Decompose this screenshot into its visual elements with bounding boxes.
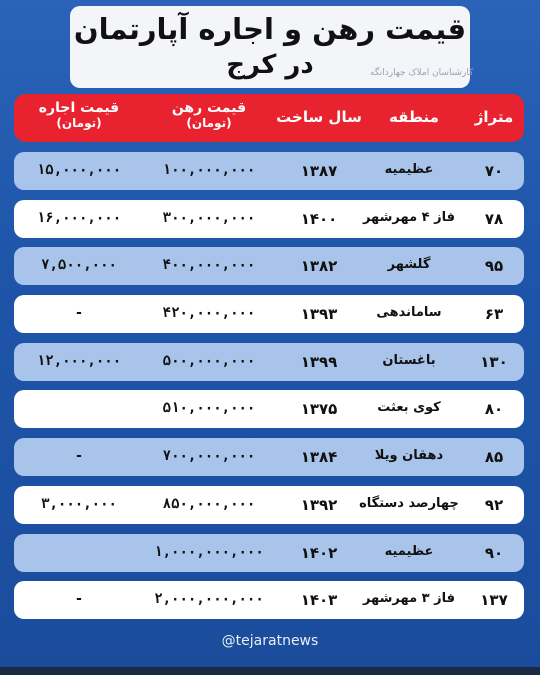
cell-year: ۱۳۹۹ xyxy=(300,352,338,371)
cell-area: ۱۳۰ xyxy=(480,352,508,371)
cell-area: ۹۲ xyxy=(484,495,504,514)
cell-year: ۱۴۰۲ xyxy=(300,543,338,562)
table-row xyxy=(14,486,524,524)
table-row xyxy=(14,247,524,285)
cell-area: ۹۵ xyxy=(484,257,504,276)
header-rent xyxy=(14,100,144,130)
cell-mortgage: ۴۰۰,۰۰۰,۰۰۰ xyxy=(162,257,256,274)
cell-region: کوی بعثت xyxy=(377,400,441,416)
cell-rent: ۱۵,۰۰۰,۰۰۰ xyxy=(36,162,122,178)
cell-area: ۸۵ xyxy=(484,448,504,467)
cell-region: عظیمیه xyxy=(384,543,434,559)
cell-region: عظیمیه xyxy=(384,162,434,177)
header-mortgage xyxy=(144,100,274,130)
table-header xyxy=(14,94,524,142)
cell-year: ۱۳۷۵ xyxy=(300,400,338,419)
cell-mortgage: ۱۰۰,۰۰۰,۰۰۰ xyxy=(162,162,256,178)
cell-region: فاز ۳ مهرشهر xyxy=(362,591,456,607)
cell-region: ساماندهی xyxy=(376,305,442,321)
cell-area: ۷۰ xyxy=(484,162,504,180)
cell-year: ۱۳۹۳ xyxy=(300,305,338,324)
table-row xyxy=(14,343,524,381)
cell-mortgage: ۸۵۰,۰۰۰,۰۰۰ xyxy=(162,495,256,512)
table-row xyxy=(14,534,524,572)
cell-year: ۱۳۸۲ xyxy=(300,257,338,276)
cell-year: ۱۳۸۴ xyxy=(300,448,338,467)
cell-rent: ۱۶,۰۰۰,۰۰۰ xyxy=(36,209,122,226)
cell-region: چهارصد دستگاه xyxy=(359,495,459,511)
cell-mortgage: ۷۰۰,۰۰۰,۰۰۰ xyxy=(162,448,256,465)
cell-rent: - xyxy=(74,305,84,322)
cell-mortgage: ۲,۰۰۰,۰۰۰,۰۰۰ xyxy=(154,591,264,608)
table-row xyxy=(14,200,524,238)
cell-region: باغستان xyxy=(382,352,436,368)
header-region: منطقه xyxy=(389,108,439,126)
cell-rent: ۷,۵۰۰,۰۰۰ xyxy=(41,257,117,274)
footer-handle: @tejaratnews xyxy=(221,633,319,649)
cell-year: ۱۴۰۰ xyxy=(300,209,338,228)
table-row xyxy=(14,152,524,190)
cell-mortgage: ۱,۰۰۰,۰۰۰,۰۰۰ xyxy=(154,543,264,560)
header-rent-label: قیمت اجاره xyxy=(38,100,120,116)
cell-area: ۶۳ xyxy=(484,305,504,324)
cell-mortgage: ۴۲۰,۰۰۰,۰۰۰ xyxy=(162,305,256,322)
watermark-text: کارشناسان املاک جهاردانگه xyxy=(370,68,474,78)
cell-region: گلشهر xyxy=(387,257,431,273)
cell-year: ۱۴۰۳ xyxy=(300,591,338,610)
header-rent-unit: (تومان) xyxy=(56,116,102,130)
cell-region: فاز ۴ مهرشهر xyxy=(362,209,456,225)
cell-area: ۷۸ xyxy=(484,209,504,228)
table-row xyxy=(14,295,524,333)
table-body xyxy=(14,152,524,629)
table-row xyxy=(14,390,524,428)
table-row xyxy=(14,438,524,476)
cell-mortgage: ۳۰۰,۰۰۰,۰۰۰ xyxy=(162,209,256,226)
cell-rent: - xyxy=(74,448,84,465)
cell-region: دهقان ویلا xyxy=(374,448,444,464)
cell-rent: ۱۲,۰۰۰,۰۰۰ xyxy=(36,352,122,369)
title-card xyxy=(70,6,474,88)
header-year: سال ساخت xyxy=(276,108,362,126)
cell-area: ۹۰ xyxy=(484,543,504,562)
cell-year: ۱۳۹۲ xyxy=(300,495,338,514)
cell-rent: ۳,۰۰۰,۰۰۰ xyxy=(41,495,117,512)
page-subtitle: در کرج xyxy=(226,50,314,80)
header-area: متراژ xyxy=(474,108,514,126)
cell-mortgage: ۵۱۰,۰۰۰,۰۰۰ xyxy=(162,400,256,417)
cell-mortgage: ۵۰۰,۰۰۰,۰۰۰ xyxy=(162,352,256,369)
header-mortgage-label: قیمت رهن xyxy=(171,100,247,116)
table-row xyxy=(14,581,524,619)
bottom-strip xyxy=(0,667,540,675)
page-title: قیمت رهن و اجاره آپارتمان xyxy=(73,12,467,46)
cell-area: ۸۰ xyxy=(484,400,504,419)
cell-area: ۱۳۷ xyxy=(480,591,508,610)
cell-year: ۱۳۸۷ xyxy=(300,162,338,180)
header-mortgage-unit: (تومان) xyxy=(186,116,232,130)
cell-rent: - xyxy=(74,591,84,608)
